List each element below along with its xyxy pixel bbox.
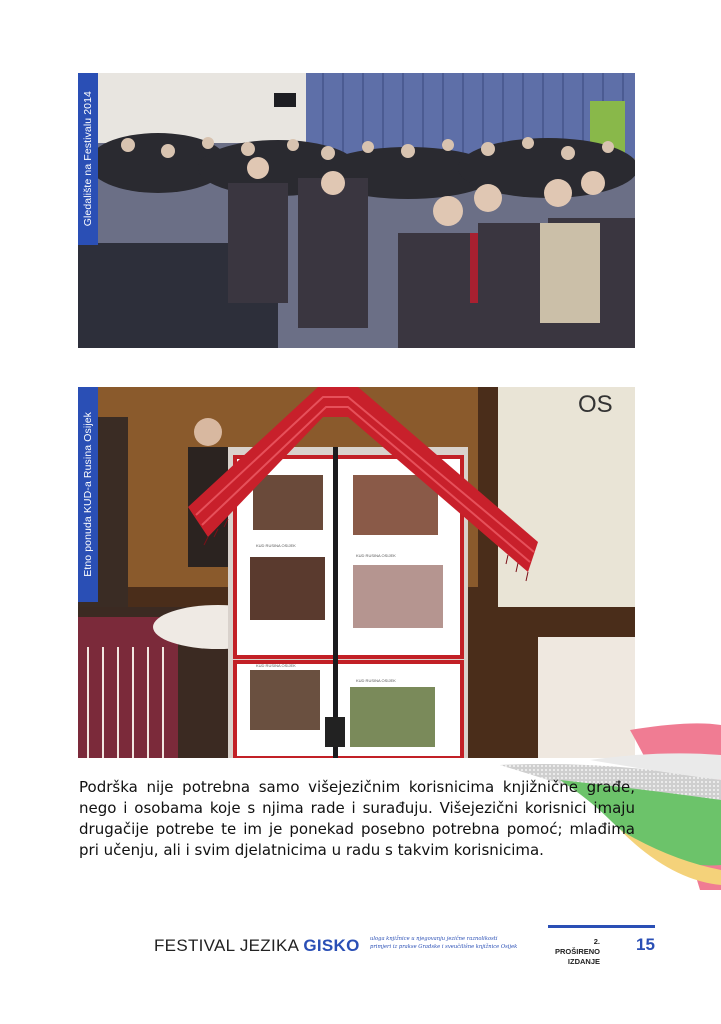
photo-caption: Etno ponuda KUD-a Rusina Osijek (82, 412, 94, 577)
board-text: OS (578, 391, 613, 418)
footer-title-main: FESTIVAL JEZIKA (154, 936, 304, 955)
photo-caption: Gledalište na Festivalu 2014 (82, 91, 94, 227)
footer-edition (548, 937, 600, 967)
footer-title-accent: GISKO (303, 936, 360, 955)
page-footer (0, 920, 721, 980)
photo-caption-tag (78, 73, 98, 245)
body-paragraph: Podrška nije potrebna samo višejezičnim korisnicima knjižnične građe, nego i osobama koje s njima rade i surađuju. Višejezični korisnici imaju drugačije potrebe te im je ponekad posebno potrebna pomoć; mlađima pri učenju, ali i svim djelatnicima u radu s takvim korisnicima. (79, 778, 635, 859)
footer-title (154, 936, 360, 956)
footer-edition-line2: IZDANJE (567, 957, 600, 966)
footer-edition-line1: 2. PROŠIRENO (554, 937, 600, 956)
photo-audience (78, 73, 635, 348)
panel-label: KUD RUSINA OSIJEK (356, 553, 396, 558)
footer-tagline-line2: primjeri iz prakse Gradske i sveučilišne knjižnice Osijek (370, 944, 518, 950)
footer-rule (548, 925, 655, 928)
photo-caption-tag (78, 387, 98, 602)
panel-label: KUD RUSINA OSIJEK (256, 543, 296, 548)
page-number: 15 (636, 935, 655, 954)
photo-ethno-display (78, 387, 635, 758)
footer-tagline-line1: uloga knjižnice u njegovanju jezične raznolikosti (370, 936, 498, 942)
panel-label: KUD RUSINA OSIJEK (256, 663, 296, 668)
footer-tagline (370, 935, 530, 951)
panel-label: KUD RUSINA OSIJEK (356, 678, 396, 683)
